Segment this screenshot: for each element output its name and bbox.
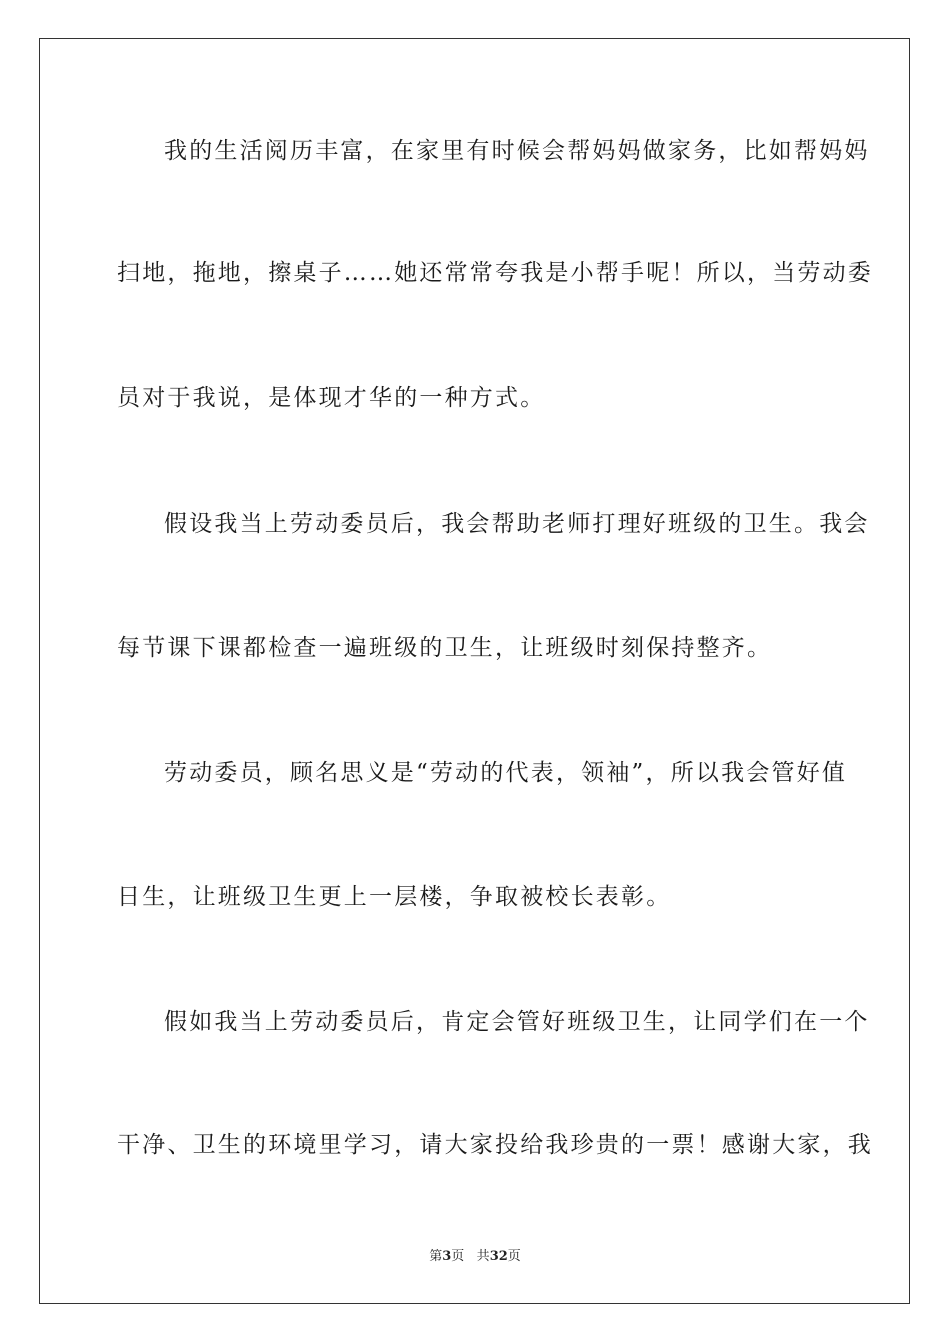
- page-prefix: 第: [429, 1249, 443, 1264]
- paragraph-1-line-1: 我的生活阅历丰富，在家里有时候会帮妈妈做家务，比如帮妈妈: [164, 138, 870, 164]
- paragraph-1-line-2: 扫地，拖地，擦桌子……她还常常夸我是小帮手呢！所以，当劳动委: [117, 260, 873, 286]
- total-suffix: 页: [507, 1249, 521, 1264]
- paragraph-2-line-2: 每节课下课都检查一遍班级的卫生，让班级时刻保持整齐。: [117, 635, 773, 661]
- paragraph-3-line-2: 日生，让班级卫生更上一层楼，争取被校长表彰。: [117, 884, 672, 910]
- total-prefix: 共: [476, 1249, 490, 1264]
- page-suffix: 页: [451, 1249, 465, 1264]
- paragraph-4-line-2: 干净、卫生的环境里学习，请大家投给我珍贵的一票！感谢大家，我: [117, 1132, 873, 1158]
- page-border: [39, 38, 910, 1304]
- paragraph-4-line-1: 假如我当上劳动委员后，肯定会管好班级卫生，让同学们在一个: [164, 1009, 870, 1035]
- paragraph-2-line-1: 假设我当上劳动委员后，我会帮助老师打理好班级的卫生。我会: [164, 511, 870, 537]
- current-page-number: 3: [442, 1249, 452, 1264]
- paragraph-1-line-3: 员对于我说，是体现才华的一种方式。: [117, 385, 546, 411]
- total-pages-number: 32: [489, 1249, 508, 1264]
- page-footer: [0, 1247, 950, 1267]
- paragraph-3-line-1: 劳动委员，顾名思义是“劳动的代表，领袖”，所以我会管好值: [164, 760, 848, 786]
